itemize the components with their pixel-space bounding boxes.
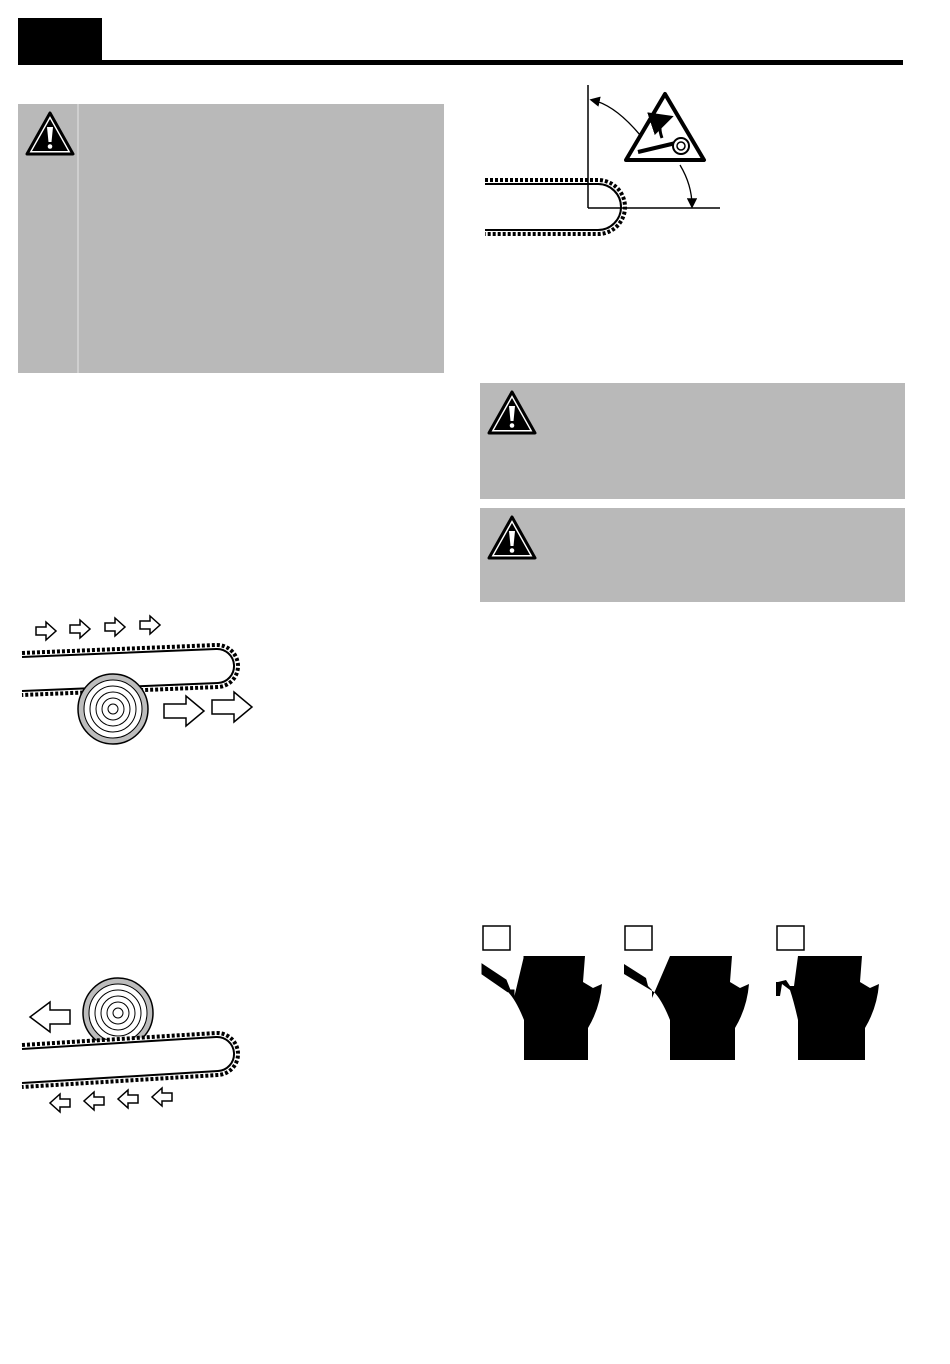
warning-triangle-icon xyxy=(486,389,538,437)
log-icon xyxy=(78,674,148,744)
warning-box-1 xyxy=(18,104,444,373)
warning-box-3 xyxy=(480,508,905,602)
warning-triangle-icon xyxy=(24,110,76,158)
cutter-depth-gauges-figure xyxy=(480,920,900,1065)
warning-triangle-icon xyxy=(486,514,538,562)
header-rule xyxy=(18,60,903,65)
kickback-warning-icon xyxy=(626,94,704,160)
warning-box-2 xyxy=(480,383,905,499)
kickback-zone-figure xyxy=(480,80,730,250)
pull-in-figure xyxy=(18,605,268,750)
warning-box-divider xyxy=(77,104,79,373)
cutter-diagram-c xyxy=(776,926,879,1060)
header-tab xyxy=(18,18,102,62)
push-back-figure xyxy=(18,975,268,1120)
cutter-diagram-b xyxy=(624,926,749,1060)
cutter-diagram-a xyxy=(482,926,602,1060)
